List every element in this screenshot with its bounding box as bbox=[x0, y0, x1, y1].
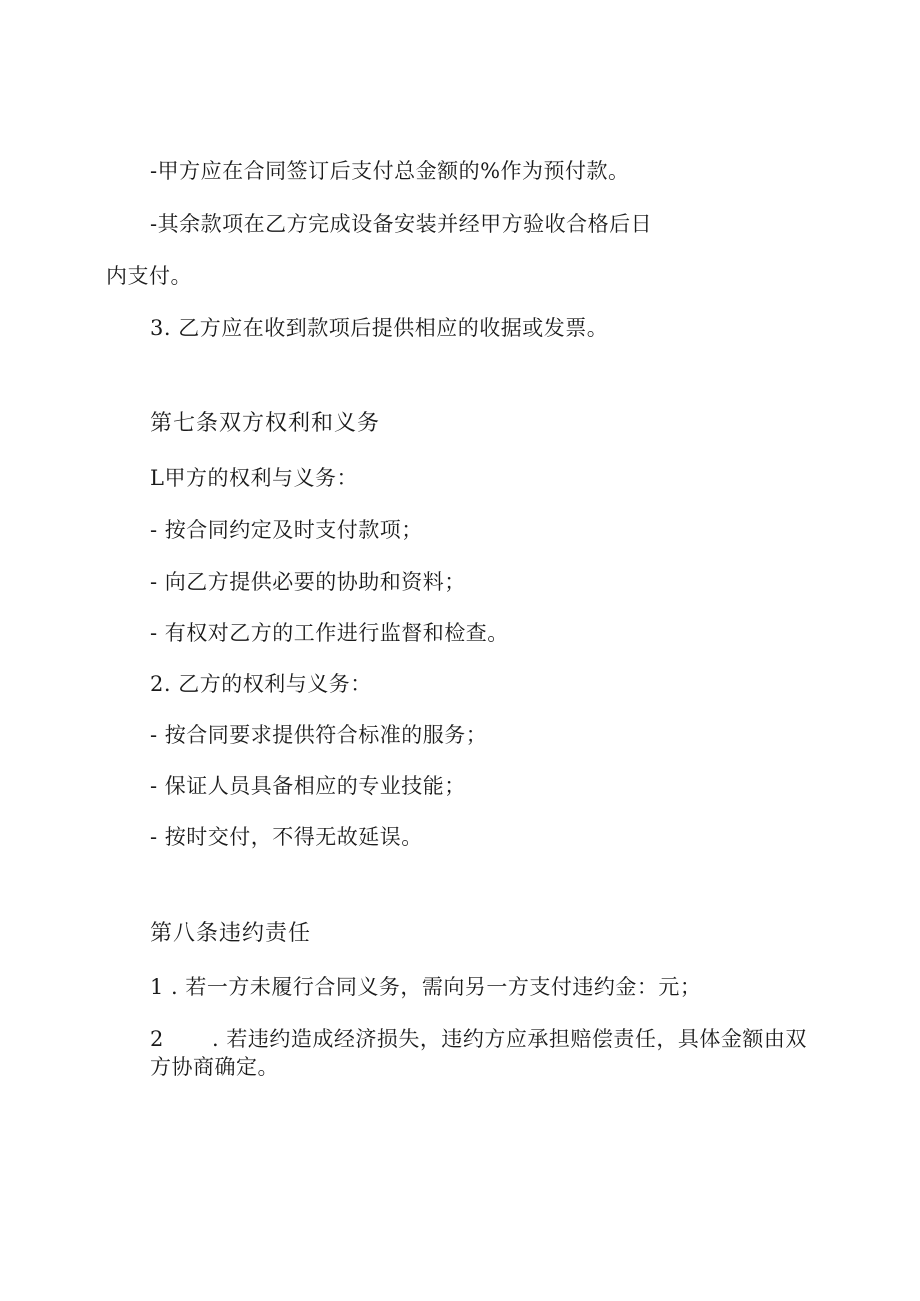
party-b-item: - 按合同要求提供符合标准的服务； bbox=[150, 723, 488, 747]
party-b-heading: 2. 乙方的权利与义务： bbox=[150, 672, 372, 696]
payment-advance-clause: -甲方应在合同签订后支付总金额的%作为预付款。 bbox=[150, 159, 630, 183]
party-b-item: - 保证人员具备相应的专业技能； bbox=[150, 774, 466, 798]
article-8-clause-2-number: 2 bbox=[150, 1027, 164, 1051]
party-a-heading: L甲方的权利与义务： bbox=[150, 466, 358, 490]
article-7-title: 第七条双方权利和义务 bbox=[150, 411, 381, 436]
party-a-item: - 按合同约定及时支付款项； bbox=[150, 518, 423, 542]
payment-receipt-clause: 3. 乙方应在收到款项后提供相应的收据或发票。 bbox=[150, 316, 609, 340]
party-a-item: - 向乙方提供必要的协助和资料； bbox=[150, 570, 466, 594]
payment-balance-clause-continued: 内支付。 bbox=[106, 264, 192, 288]
article-8-clause-2: . 若违约造成经济损失，违约方应承担赔偿责任，具体金额由双 bbox=[212, 1027, 807, 1051]
article-8-title: 第八条违约责任 bbox=[150, 921, 312, 946]
party-b-item: - 按时交付，不得无故延误。 bbox=[150, 825, 423, 849]
article-8-clause-1: 1 . 若一方未履行合同义务，需向另一方支付违约金：元； bbox=[150, 975, 702, 999]
party-a-item: - 有权对乙方的工作进行监督和检查。 bbox=[150, 621, 509, 645]
payment-balance-clause: -其余款项在乙方完成设备安装并经甲方验收合格后日 bbox=[150, 212, 653, 236]
article-8-clause-2-continued: 方协商确定。 bbox=[150, 1055, 279, 1079]
